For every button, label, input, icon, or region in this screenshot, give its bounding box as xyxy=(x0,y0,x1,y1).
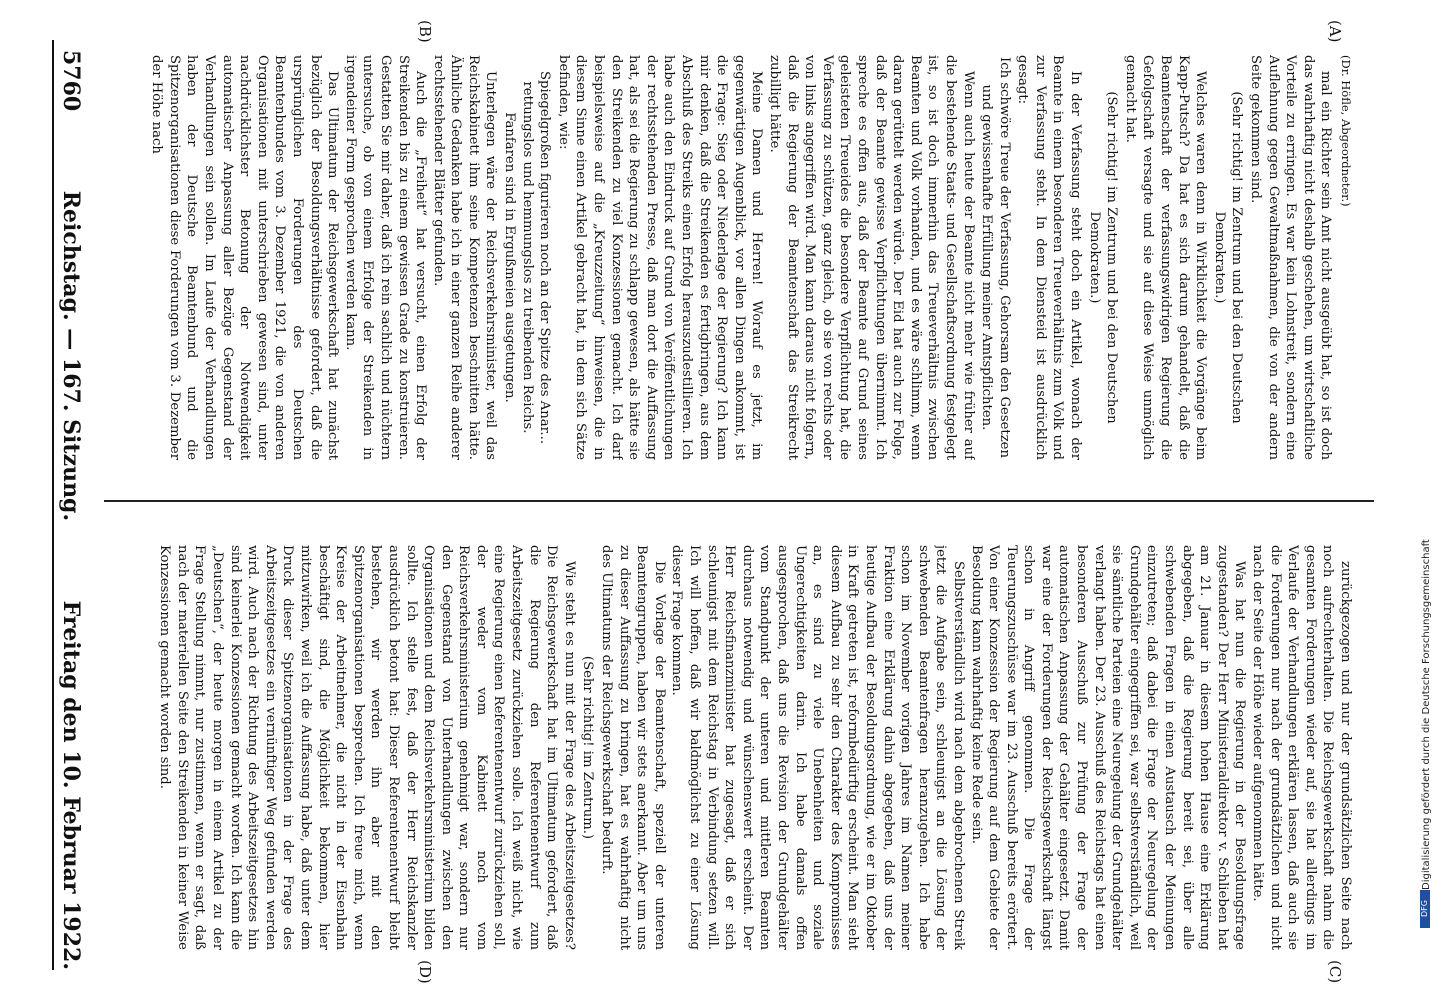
margin-marker-b: (B) xyxy=(416,20,434,43)
header-rule xyxy=(52,40,54,970)
interjection: (Sehr richtig! im Zentrum und bei den Deutschen Demokraten.) xyxy=(1086,91,1120,424)
paragraph: Meine Damen und Herren! Worauf es jetzt, im gegenwärtigen Augenblick, vor allen Dingen ankommt, ist die Frage: Sieg oder Niederlage der Regierung? Ich kann mir denken, daß die Streikenden es fertigbringen, aus dem Abschluß des Streiks einen Erfolg herauszudestillieren. Ich habe auch den Eindruck auf Grund von Veröffentlichungen der rechtsstehenden Presse, daß man dort die Auffassung hat, als sei die Regierung zu schlapp gewesen, als hätte sie den Streikenden zu viel Konzessionen gemacht. Ich darf beispielsweise auf die „Kreuzzeitung“ hinweisen, die in diesem Sinne einen Artikel gebracht hat, in dem sich Sätze befinden, wie: xyxy=(555,55,765,460)
page-header xyxy=(58,50,94,970)
paragraph: mal ein Richter sein Amt nicht ausgeübt hat, so ist doch das wahrhaftig nicht deshalb geschehen, um wirtschaftliche Vorteile zu erringen. Es war kein Lohnstreit, sondern eine Auflehnung gegen Gewaltmaßnahmen, die von der andern Seite gekommen sind. xyxy=(1248,55,1334,460)
margin-marker-a: (A) xyxy=(1326,20,1344,43)
quotation: Spiegelgroßen figurieren noch an der Spitze des Anar... rettungslos und hemmungslos zu treibenden Reichs. Fanfaren sind in Ergußmeien ausgetungen. xyxy=(502,70,553,445)
interjection: (Sehr richtig! im Zentrum.) xyxy=(580,655,596,840)
paragraph: Die Vorlage der Beamtenschaft, speziell der unteren Beamtengruppen, haben wir stets anerkannt. Aber um uns zu dieser Auffassung zu bringen, hat es wahrhaftig nicht des Ultimatums der Reichsgewerkschaft bedurft. xyxy=(599,545,667,950)
interjection: (Sehr richtig! im Zentrum und bei den Deutschen Demokraten.) xyxy=(1211,91,1245,424)
paragraph: Was hat nun die Regierung in der Besoldungsfrage zugestanden? Der Herr Ministerialdirektor v. Schlieben hat am 21. Januar in diesem hohen Hause eine Erklärung abgegeben, daß die Regierung bereit sei, über alle schwebenden Fragen in einen Austausch der Meinungen einzutreten; daß dabei die Frage der Neuregelung der Grundgehälter eingegriffen sei, war selbstverständlich, weil sie sämtliche Parteien eine Neuregelung der Grundgehälter verlangt haben. Der 23. Ausschuß des Reichstags hat einen besonderen Ausschuß zur Prüfung der Frage der automatischen Anpassung der Gehälter eingesetzt. Damit war eine der Forderungen der Reichsgewerkschaft längst schon in Angriff genommen. Die Frage der Teuerungszuschüsse war im 23. Ausschuß bereits erörtert. Von einer Konzession der Regierung auf dem Gebiete der Besoldung kann wahrhaftig keine Rede sein. xyxy=(968,545,1248,950)
quotation: Ich schwöre Treue der Verfassung, Gehorsam den Gesetzen und gewissenhafte Erfüllung meiner Amtspflichten. xyxy=(979,57,1012,458)
paragraph: Selbstverständlich wird nach dem abgebrochenen Streik jetzt die Aufgabe sein, schleunigst an die Lösung der schwebenden Beamtenfragen heranzugehen. Ich habe schon im November vorigen Jahres im Namen meiner Fraktion eine Erklärung dahin abgegeben, daß uns der heutige Aufbau der Besoldungsordnung, wie er im Oktober in Kraft getreten ist, reformbedürftig erscheint. Man sieht diesem Aufbau zu sehr den Charakter des Kompromisses an, es sind zu viele Unebenheiten und soziale Ungerechtigkeiten darin. Ich habe damals offen ausgesprochen, daß uns die Revision der Grundgehälter vom Standpunkt der unteren und mittleren Beamten durchaus notwendig und wünschenswert erscheint. Der Herr Reichsfinanzminister hat zugesagt, daß er sich schleunigst mit dem Reichstag in Verbindung setzen will. Ich will hoffen, daß wir baldmöglichst zu einer Lösung dieser Frage kommen. xyxy=(669,545,966,950)
margin-marker-d: (D) xyxy=(416,960,434,984)
left-text-column xyxy=(104,55,1354,460)
paragraph: Das Ultimatum der Reichsgewerkschaft hat zunächst bezüglich der Besoldungsverhältnisse gefordert, daß die ursprünglichen Forderungen des Deutschen Beamtenbundes vom 3. Dezember 1921, die von anderen Organisationen mit unterschrieben gewesen sind, unter nachdrücklichster Betonung der Notwendigkeit automatischer Anpassung aller Bezüge Gegenstand der Verhandlungen sein sollen. Im Laufe der Verhandlungen haben der Deutsche Beamtenbund und die Spitzenorganisationen diese Forderungen vom 3. Dezember der Höhe nach xyxy=(149,55,341,460)
digitization-credit: Digitalisierung gefördert durch die Deutsche Forschungsgemeinschaft xyxy=(1421,539,1432,890)
paragraph: Wie steht es nun mit der Frage des Arbeitszeitgesetzes? Die Reichsgewerkschaft hat im Ultimatum gefordert, daß die Regierung den Referentenentwurf zum Arbeitszeitgesetz zurückziehen solle. Ich weiß nicht, wie eine Regierung einen Referentenentwurf zurückziehen soll, der weder vom Kabinett noch vom Reichsverkehrsministerium genehmigt war, sondern nur den Gegenstand von Unterhandlungen zwischen den Organisationen und dem Reichsverkehrsministerium bilden sollte. Ich stelle fest, daß der Herr Reichskanzler ausdrücklich betont hat: Dieser Referentenentwurf bleibt bestehen, wir werden ihn aber mit den Spitzenorganisationen besprechen. Ich freue mich, wenn Kreise der Arbeitnehmer, die nicht in der Eisenbahn beschäftigt sind, die Möglichkeit bekommen, hier mitzuwirken, weil ich die Auffassung habe, daß unter dem Druck dieser Spitzenorganisationen in der Frage des Arbeitszeitgesetzes ein vernünftiger Weg gefunden werden wird. Auch nach der Richtung des Arbeitszeitgesetzes hin sind keinerlei Konzessionen gemacht worden. Ich kann die „Deutschen“, der heute morgen in einem Artikel zu der Frage Stellung nimmt, nur zustimmen, wenn er sagt, daß nach der materiellen Seite den Streikenden in keiner Weise Konzessionen gemacht worden sind. xyxy=(157,545,577,950)
paragraph: Auch die „Freiheit“ hat versucht, einen Erfolg der Streikenden bis zu einem gewissen Grade zu konstruieren. Gestatten Sie mir daher, daß ich rein sachlich und nüchtern untersuche, ob von einem Erfolge der Streikenden in irgendeiner Form gesprochen werden kann. xyxy=(342,55,429,460)
margin-marker-c: (C) xyxy=(1326,960,1344,984)
speaker-note: (Dr. Höfle, Abgeordneter.) xyxy=(1339,55,1353,207)
paragraph: Unterlegen wäre der Reichsverkehrsminister, weil das Reichskabinett ihm seine Kompetenzen beschnitten hätte. Ähnliche Gedanken habe ich in einer ganzen Reihe anderer rechtsstehender Blätter gefunden. xyxy=(430,55,499,460)
paragraph: Welches waren denn in Wirklichkeit die Vorgänge beim Kapp-Putsch? Da hat es sich darum gehandelt, daß die Beamtenschaft der verfassungswidrigen Regierung die Gefolgschaft versagte und sie auf diese Weise unmöglich gemacht hat. xyxy=(1122,55,1209,460)
page-number: 5760 xyxy=(58,50,84,112)
session-date: Freitag den 10. Februar 1922. xyxy=(58,600,84,970)
session-title: Reichstag. — 167. Sitzung. xyxy=(58,190,84,522)
paragraph: zurückgezogen und nur der grundsätzlichen Seite nach noch aufrechterhalten. Die Reichsgewerkschaft nahm die gesamten Forderungen wieder auf, sie hat allerdings im Verlaufe der Verhandlungen erklären lassen, daß auch sie die Forderungen nur nach der grundsätzlichen und nicht nach der Seite der Höhe wieder aufgenommen hätte. xyxy=(1250,545,1353,950)
right-text-column xyxy=(104,545,1354,950)
column-divider xyxy=(104,500,1374,502)
paragraph: In der Verfassung steht doch ein Artikel, wonach der Beamte in einem besonderen Treueverhältnis zum Volk und zur Verfassung steht. In dem Diensteid ist ausdrücklich gesagt: xyxy=(1015,55,1084,460)
dfg-logo: DFG xyxy=(1420,890,1430,928)
paragraph: Wenn auch heute der Beamte nicht mehr wie früher auf die bestehende Staats- und Gesellschaftsordnung festgelegt ist, so ist doch immerhin das Treueverhältnis zwischen Beamten und Volk vorhanden, und es wäre schlimm, wenn daran gerüttelt werden würde. Der Eid hat auch zur Folge, daß der Beamte gewisse Verpflichtungen übernimmt. Ich spreche es offen aus, daß der Beamte auf Grund seines geleisteten Treueides die besondere Verpflichtung hat, die Verfassung zu schützen, ganz gleich, ob sie von rechts oder von links angegriffen wird. Man kann daraus nicht folgern, daß die Regierung der Beamtenschaft das Streikrecht zubilligt hätte. xyxy=(767,55,976,460)
